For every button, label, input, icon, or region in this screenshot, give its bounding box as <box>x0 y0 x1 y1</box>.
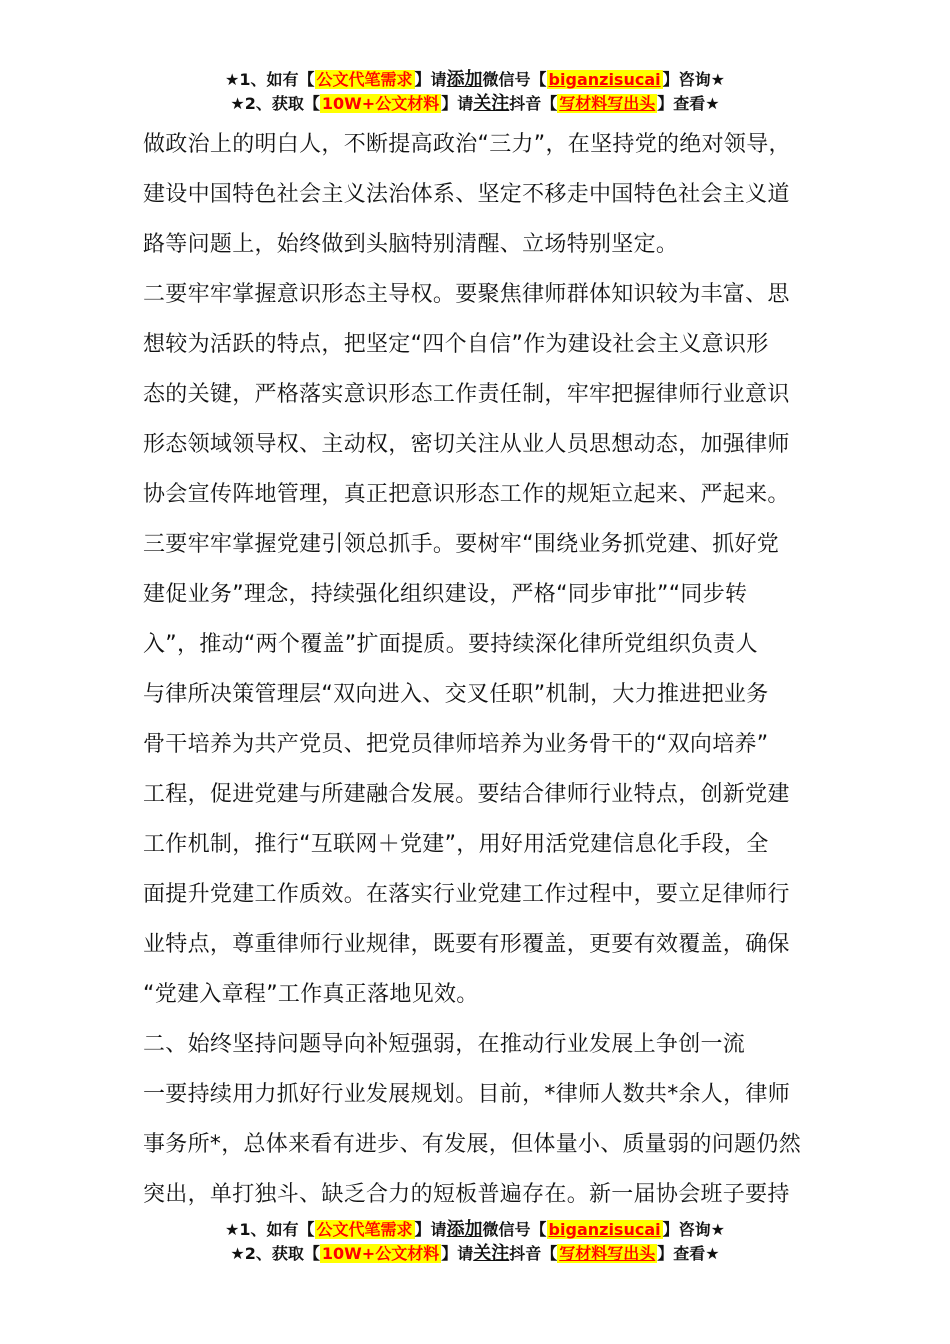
promo-text: 】咨询★ <box>662 70 725 89</box>
text-line: 三要牢牢掌握党建引领总抓手。要树牢“围绕业务抓党建、抓好党 <box>143 532 780 557</box>
text-line: 做政治上的明白人，不断提高政治“三力”，在坚持党的绝对领导， <box>143 132 791 157</box>
promo-text: 抖音【 <box>509 1244 558 1263</box>
text-line: 二、始终坚持问题导向补短强弱，在推动行业发展上争创一流 <box>143 1032 746 1057</box>
text-line: 建促业务”理念，持续强化组织建设，严格“同步审批”“同步转 <box>143 582 748 607</box>
highlight-keyword: 公文代笔需求 <box>316 1220 413 1239</box>
promo-text: 】请 <box>441 94 474 113</box>
promo-line-2 <box>0 92 950 116</box>
text-line: 工程，促进党建与所建融合发展。要结合律师行业特点，创新党建 <box>143 782 790 807</box>
header-promo-banner <box>0 68 950 116</box>
emphasis-text: 添加 <box>446 1219 483 1240</box>
promo-text: 微信号【 <box>482 1220 547 1239</box>
text-line: 业特点，尊重律师行业规律，既要有形覆盖，更要有效覆盖，确保 <box>143 932 790 957</box>
promo-line-2 <box>0 1242 950 1266</box>
promo-text: 抖音【 <box>509 94 558 113</box>
promo-text: ★1、如有【 <box>225 1220 315 1239</box>
promo-text: ★2、获取【 <box>230 94 320 113</box>
wechat-id: biganzisucai <box>548 70 661 89</box>
text-line: 路等问题上，始终做到头脑特别清醒、立场特别坚定。 <box>143 232 679 257</box>
document-body <box>143 120 833 1220</box>
text-line: 骨干培养为共产党员、把党员律师培养为业务骨干的“双向培养” <box>143 732 769 757</box>
emphasis-text: 关注 <box>473 1243 510 1264</box>
promo-line-1 <box>0 68 950 92</box>
promo-text: 】查看★ <box>657 94 720 113</box>
douyin-account: 写材料写出头 <box>559 1244 656 1263</box>
text-line: 面提升党建工作质效。在落实行业党建工作过程中，要立足律师行 <box>143 882 790 907</box>
promo-text: 】请 <box>441 1244 474 1263</box>
text-line: 协会宣传阵地管理，真正把意识形态工作的规矩立起来、严起来。 <box>143 482 790 507</box>
highlight-keyword: 10W+公文材料 <box>321 1244 440 1263</box>
highlight-keyword: 公文代笔需求 <box>316 70 413 89</box>
text-line: 与律所决策管理层“双向进入、交叉任职”机制，大力推进把业务 <box>143 682 769 707</box>
text-line: 工作机制，推行“互联网＋党建”，用好用活党建信息化手段，全 <box>143 832 769 857</box>
promo-text: 】请 <box>414 1220 447 1239</box>
text-line: 态的关键，严格落实意识形态工作责任制，牢牢把握律师行业意识 <box>143 382 790 407</box>
promo-text: 微信号【 <box>482 70 547 89</box>
highlight-keyword: 10W+公文材料 <box>321 94 440 113</box>
text-line: 想较为活跃的特点，把坚定“四个自信”作为建设社会主义意识形 <box>143 332 769 357</box>
promo-text: ★1、如有【 <box>225 70 315 89</box>
text-line: 一要持续用力抓好行业发展规划。目前，*律师人数共*余人，律师 <box>143 1082 791 1107</box>
text-line: 突出，单打独斗、缺乏合力的短板普遍存在。新一届协会班子要持 <box>143 1182 790 1207</box>
emphasis-text: 添加 <box>446 69 483 90</box>
text-line: 入”，推动“两个覆盖”扩面提质。要持续深化律所党组织负责人 <box>143 632 758 657</box>
text-line: 事务所*，总体来看有进步、有发展，但体量小、质量弱的问题仍然 <box>143 1132 802 1157</box>
text-line: “党建入章程”工作真正落地见效。 <box>143 982 479 1007</box>
text-line: 二要牢牢掌握意识形态主导权。要聚焦律师群体知识较为丰富、思 <box>143 282 790 307</box>
footer-promo-banner <box>0 1218 950 1266</box>
wechat-id: biganzisucai <box>548 1220 661 1239</box>
douyin-account: 写材料写出头 <box>559 94 656 113</box>
promo-text: 】请 <box>414 70 447 89</box>
text-line: 形态领域领导权、主动权，密切关注从业人员思想动态，加强律师 <box>143 432 790 457</box>
promo-text: 】咨询★ <box>662 1220 725 1239</box>
promo-line-1 <box>0 1218 950 1242</box>
text-line: 建设中国特色社会主义法治体系、坚定不移走中国特色社会主义道 <box>143 182 790 207</box>
promo-text: ★2、获取【 <box>230 1244 320 1263</box>
emphasis-text: 关注 <box>473 93 510 114</box>
promo-text: 】查看★ <box>657 1244 720 1263</box>
